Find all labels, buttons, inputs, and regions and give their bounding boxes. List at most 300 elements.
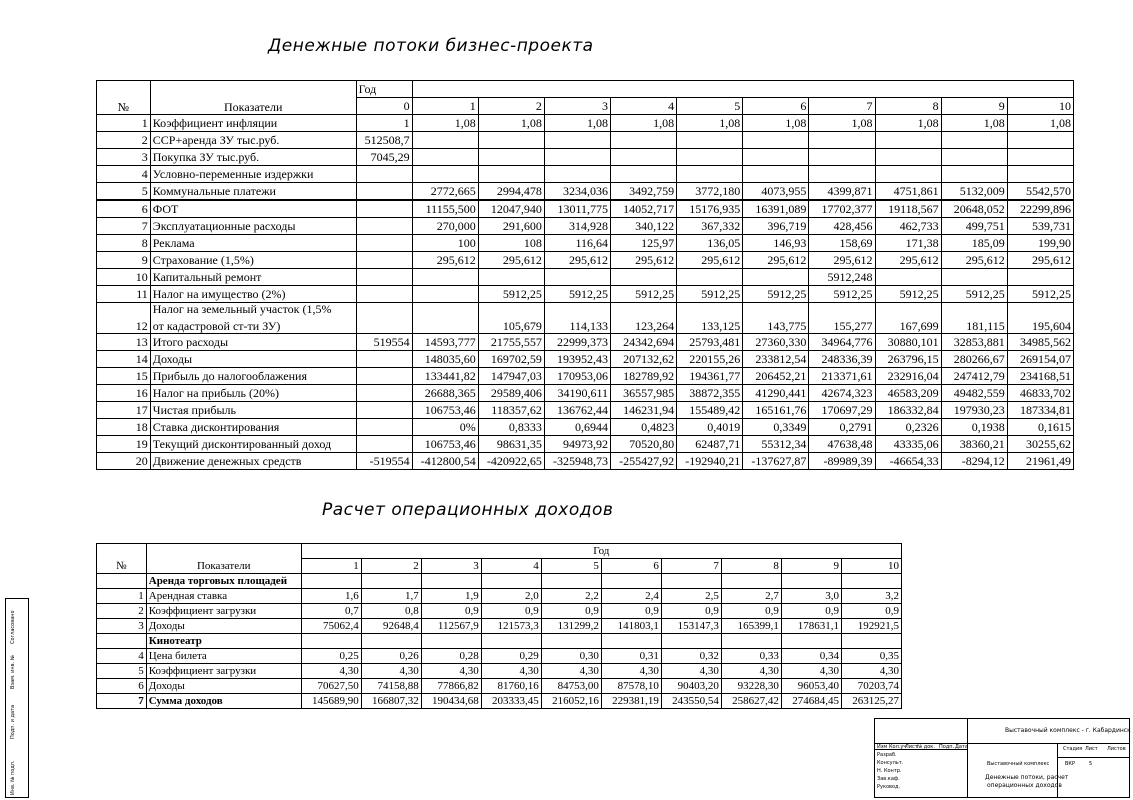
header-cell: Показатели: [150, 81, 356, 115]
value-cell: 133,125: [677, 303, 743, 334]
stamp-sheet-title: операционных доходов: [987, 782, 1062, 789]
value-cell: 19118,567: [875, 200, 941, 218]
value-cell: -89989,39: [809, 453, 875, 470]
value-cell: 4751,861: [875, 183, 941, 201]
value-cell: 0,35: [841, 649, 901, 664]
value-cell: 30255,62: [1007, 436, 1073, 453]
value-cell: 4,30: [601, 664, 661, 679]
value-cell: [412, 303, 478, 334]
value-cell: 87578,10: [601, 679, 661, 694]
stamp-sheet-title: Денежные потоки, расчет: [985, 774, 1069, 781]
value-cell: 146231,94: [611, 402, 677, 419]
value-cell: [356, 385, 412, 402]
value-cell: 213371,61: [809, 368, 875, 385]
value-cell: 1,08: [478, 115, 544, 132]
value-cell: 143,775: [743, 303, 809, 334]
row-name-line: Налог на земельный участок (1,5%: [152, 302, 332, 316]
value-cell: 199,90: [1007, 235, 1073, 252]
year-cell: 6: [743, 98, 809, 115]
value-cell: 2,4: [601, 589, 661, 604]
margin-label: Инв. № подл.: [10, 760, 16, 795]
table-row: [97, 619, 902, 634]
value-cell: 90403,20: [661, 679, 721, 694]
stamp-stage-value: 5: [1089, 761, 1093, 767]
value-cell: 165399,1: [721, 619, 781, 634]
table-row: [97, 286, 1074, 303]
value-cell: 3,2: [841, 589, 901, 604]
row-name: Капитальный ремонт: [150, 269, 356, 286]
value-cell: 12047,940: [478, 200, 544, 218]
value-cell: 70627,50: [301, 679, 361, 694]
value-cell: 0,9: [721, 604, 781, 619]
value-cell: [743, 166, 809, 183]
value-cell: 165161,76: [743, 402, 809, 419]
value-cell: 5912,248: [809, 269, 875, 286]
value-cell: 0,9: [601, 604, 661, 619]
value-cell: [1007, 149, 1073, 166]
value-cell: 0,33: [721, 649, 781, 664]
value-cell: 0,32: [661, 649, 721, 664]
table-cell: [677, 81, 743, 98]
value-cell: 295,612: [611, 252, 677, 269]
value-cell: 2,2: [541, 589, 601, 604]
value-cell: 0,25: [301, 649, 361, 664]
table-row: [97, 252, 1074, 269]
row-name: Реклама: [150, 235, 356, 252]
table-row: [97, 200, 1074, 218]
table-row: [97, 269, 1074, 286]
year-header: Год: [301, 544, 901, 559]
value-cell: 24342,694: [611, 334, 677, 351]
value-cell: 1,08: [677, 115, 743, 132]
value-cell: 5912,25: [544, 286, 610, 303]
row-number: 8: [97, 235, 151, 252]
value-cell: 26688,365: [412, 385, 478, 402]
row-name-line: от кадастровой ст-ти ЗУ): [152, 319, 281, 333]
value-cell: 98631,35: [478, 436, 544, 453]
value-cell: 16391,089: [743, 200, 809, 218]
value-cell: [356, 419, 412, 436]
value-cell: 340,122: [611, 218, 677, 235]
value-cell: [677, 166, 743, 183]
value-cell: [875, 166, 941, 183]
table-cell: [478, 81, 544, 98]
value-cell: [875, 149, 941, 166]
value-cell: 220155,26: [677, 351, 743, 368]
value-cell: 295,612: [544, 252, 610, 269]
total-value: 274684,45: [781, 694, 841, 709]
value-cell: 17702,377: [809, 200, 875, 218]
value-cell: 7045,29: [356, 149, 412, 166]
stamp-col: Лист: [905, 744, 918, 750]
value-cell: 155,277: [809, 303, 875, 334]
row-number: 17: [97, 402, 151, 419]
value-cell: 247412,79: [941, 368, 1007, 385]
value-cell: 123,264: [611, 303, 677, 334]
stamp-project: Выставочный комплекс - г. Кабардинск: [1005, 727, 1131, 734]
value-cell: 0,4823: [611, 419, 677, 436]
value-cell: 3492,759: [611, 183, 677, 201]
value-cell: 96053,40: [781, 679, 841, 694]
value-cell: 206452,21: [743, 368, 809, 385]
total-value: 190434,68: [421, 694, 481, 709]
table-cell: [97, 634, 147, 649]
value-cell: 70520,80: [611, 436, 677, 453]
table-row: [97, 149, 1074, 166]
value-cell: 3234,036: [544, 183, 610, 201]
total-value: 258627,42: [721, 694, 781, 709]
value-cell: 14052,717: [611, 200, 677, 218]
value-cell: [478, 149, 544, 166]
value-cell: 0,9: [421, 604, 481, 619]
year-cell: 8: [721, 559, 781, 574]
header-cell: №: [97, 81, 151, 115]
value-cell: 171,38: [875, 235, 941, 252]
value-cell: 0,9: [781, 604, 841, 619]
value-cell: 187334,81: [1007, 402, 1073, 419]
value-cell: 46833,702: [1007, 385, 1073, 402]
row-name: Ставка дисконтирования: [150, 419, 356, 436]
table-row: [97, 694, 902, 709]
value-cell: 295,612: [1007, 252, 1073, 269]
value-cell: [611, 132, 677, 149]
value-cell: 1,08: [1007, 115, 1073, 132]
total-value: 203333,45: [481, 694, 541, 709]
value-cell: 146,93: [743, 235, 809, 252]
row-name: Налог на прибыль (20%): [150, 385, 356, 402]
table-row: [97, 589, 902, 604]
value-cell: 170953,06: [544, 368, 610, 385]
row-name: ФОТ: [150, 200, 356, 218]
table-cell: [721, 574, 781, 589]
value-cell: 192921,5: [841, 619, 901, 634]
value-cell: 5912,25: [809, 286, 875, 303]
value-cell: 181,115: [941, 303, 1007, 334]
value-cell: 4,30: [841, 664, 901, 679]
value-cell: [478, 166, 544, 183]
margin-label: Подп. и дата: [10, 704, 16, 739]
value-cell: [412, 286, 478, 303]
table-cell: [941, 81, 1007, 98]
total-value: 243550,54: [661, 694, 721, 709]
table-cell: [481, 574, 541, 589]
margin-stamp: [5, 598, 29, 798]
value-cell: [356, 286, 412, 303]
value-cell: [677, 132, 743, 149]
total-value: 229381,19: [601, 694, 661, 709]
value-cell: [356, 183, 412, 201]
table-row: [97, 368, 1074, 385]
value-cell: 29589,406: [478, 385, 544, 402]
total-label: Сумма доходов: [146, 694, 301, 709]
value-cell: 0,31: [601, 649, 661, 664]
value-cell: 0,6944: [544, 419, 610, 436]
value-cell: 155489,42: [677, 402, 743, 419]
value-cell: 0,4019: [677, 419, 743, 436]
stamp-col: Дата: [955, 744, 968, 750]
value-cell: 148035,60: [412, 351, 478, 368]
table-row: [97, 166, 1074, 183]
value-cell: -412800,54: [412, 453, 478, 470]
value-cell: 4,30: [721, 664, 781, 679]
value-cell: 1,6: [301, 589, 361, 604]
value-cell: 4,30: [421, 664, 481, 679]
row-number: 12: [97, 303, 151, 334]
value-cell: 112567,9: [421, 619, 481, 634]
row-number: 3: [97, 619, 147, 634]
value-cell: 30880,101: [875, 334, 941, 351]
value-cell: 295,612: [875, 252, 941, 269]
row-name: Цена билета: [146, 649, 301, 664]
value-cell: [677, 149, 743, 166]
value-cell: 131299,2: [541, 619, 601, 634]
row-number: 6: [97, 679, 147, 694]
table-cell: [541, 634, 601, 649]
value-cell: [1007, 269, 1073, 286]
value-cell: 0,2791: [809, 419, 875, 436]
row-number: 5: [97, 664, 147, 679]
value-cell: [875, 132, 941, 149]
value-cell: -255427,92: [611, 453, 677, 470]
row-number: 20: [97, 453, 151, 470]
row-number: 7: [97, 694, 147, 709]
value-cell: 1,08: [743, 115, 809, 132]
value-cell: [478, 269, 544, 286]
value-cell: -420922,65: [478, 453, 544, 470]
value-cell: 5132,009: [941, 183, 1007, 201]
value-cell: -46654,33: [875, 453, 941, 470]
value-cell: 0,7: [301, 604, 361, 619]
row-number: 7: [97, 218, 151, 235]
value-cell: 1,08: [412, 115, 478, 132]
value-cell: -519554: [356, 453, 412, 470]
value-cell: 1,08: [611, 115, 677, 132]
section-header: Кинотеатр: [146, 634, 301, 649]
year-cell: 5: [677, 98, 743, 115]
value-cell: 22999,373: [544, 334, 610, 351]
value-cell: 84753,00: [541, 679, 601, 694]
value-cell: [356, 402, 412, 419]
row-number: 2: [97, 132, 151, 149]
row-number: 11: [97, 286, 151, 303]
value-cell: 106753,46: [412, 402, 478, 419]
table-row: [97, 679, 902, 694]
value-cell: 0,9: [481, 604, 541, 619]
value-cell: 34190,611: [544, 385, 610, 402]
row-number: 13: [97, 334, 151, 351]
table-cell: [661, 634, 721, 649]
year-cell: 6: [601, 559, 661, 574]
value-cell: 136762,44: [544, 402, 610, 419]
value-cell: 1,08: [941, 115, 1007, 132]
table-row: [97, 115, 1074, 132]
table-cell: [781, 634, 841, 649]
value-cell: 233812,54: [743, 351, 809, 368]
value-cell: 5542,570: [1007, 183, 1073, 201]
value-cell: 269154,07: [1007, 351, 1073, 368]
value-cell: 396,719: [743, 218, 809, 235]
value-cell: 499,751: [941, 218, 1007, 235]
value-cell: 291,600: [478, 218, 544, 235]
table-cell: [611, 81, 677, 98]
value-cell: [478, 132, 544, 149]
value-cell: 2,7: [721, 589, 781, 604]
table-row: [97, 574, 902, 589]
total-value: 263125,27: [841, 694, 901, 709]
table-cell: [361, 574, 421, 589]
stamp-stage: Лист: [1085, 746, 1098, 752]
value-cell: 0,9: [661, 604, 721, 619]
value-cell: 3772,180: [677, 183, 743, 201]
table-row: [97, 453, 1074, 470]
year-cell: 4: [481, 559, 541, 574]
value-cell: 47638,48: [809, 436, 875, 453]
year-cell: 9: [781, 559, 841, 574]
table-cell: [601, 634, 661, 649]
table-cell: [721, 634, 781, 649]
value-cell: [412, 166, 478, 183]
value-cell: 4,30: [781, 664, 841, 679]
value-cell: 133441,82: [412, 368, 478, 385]
value-cell: 43335,06: [875, 436, 941, 453]
stamp-col: Подп.: [939, 744, 955, 750]
row-name: Коэффициент загрузки: [146, 604, 301, 619]
value-cell: [356, 166, 412, 183]
stamp-subject: Выставочный комплекс: [987, 761, 1050, 767]
table-row: [97, 81, 1074, 98]
value-cell: 2772,665: [412, 183, 478, 201]
row-name: Налог на имущество (2%): [150, 286, 356, 303]
row-number: 19: [97, 436, 151, 453]
value-cell: [544, 166, 610, 183]
value-cell: [412, 132, 478, 149]
value-cell: 185,09: [941, 235, 1007, 252]
year-cell: 0: [356, 98, 412, 115]
value-cell: 2,0: [481, 589, 541, 604]
value-cell: 178631,1: [781, 619, 841, 634]
year-cell: 1: [412, 98, 478, 115]
value-cell: [941, 132, 1007, 149]
row-number: 1: [97, 115, 151, 132]
value-cell: 0,8333: [478, 419, 544, 436]
row-number: 4: [97, 166, 151, 183]
value-cell: 158,69: [809, 235, 875, 252]
row-name: Арендная ставка: [146, 589, 301, 604]
year-cell: 10: [841, 559, 901, 574]
stamp-stage-value: ВКР: [1065, 761, 1075, 767]
value-cell: 116,64: [544, 235, 610, 252]
value-cell: 11155,500: [412, 200, 478, 218]
value-cell: 280266,67: [941, 351, 1007, 368]
value-cell: 295,612: [743, 252, 809, 269]
value-cell: 367,332: [677, 218, 743, 235]
value-cell: 539,731: [1007, 218, 1073, 235]
table-cell: [301, 634, 361, 649]
value-cell: 0,29: [481, 649, 541, 664]
table-cell: [809, 81, 875, 98]
year-cell: 7: [809, 98, 875, 115]
value-cell: [743, 149, 809, 166]
value-cell: [544, 269, 610, 286]
year-cell: 10: [1007, 98, 1073, 115]
row-name: ССР+аренда ЗУ тыс.руб.: [150, 132, 356, 149]
table-row: [97, 303, 1074, 334]
value-cell: 4,30: [541, 664, 601, 679]
stamp-role: Консульт.: [877, 760, 904, 766]
total-value: 145689,90: [301, 694, 361, 709]
value-cell: 5912,25: [677, 286, 743, 303]
row-number: 14: [97, 351, 151, 368]
value-cell: -8294,12: [941, 453, 1007, 470]
value-cell: 5912,25: [611, 286, 677, 303]
row-number: 18: [97, 419, 151, 436]
table-row: [97, 183, 1074, 201]
table-cell: [97, 574, 147, 589]
value-cell: 46583,209: [875, 385, 941, 402]
row-number: 5: [97, 183, 151, 201]
value-cell: 22299,896: [1007, 200, 1073, 218]
row-name: Эксплуатационные расходы: [150, 218, 356, 235]
year-cell: 3: [421, 559, 481, 574]
value-cell: 195,604: [1007, 303, 1073, 334]
value-cell: 0,2326: [875, 419, 941, 436]
value-cell: 153147,3: [661, 619, 721, 634]
table-cell: [481, 634, 541, 649]
stamp-role: Н. Контр.: [877, 768, 902, 774]
table-cell: [841, 574, 901, 589]
value-cell: 5912,25: [478, 286, 544, 303]
value-cell: 0,34: [781, 649, 841, 664]
row-name: Условно-переменные издержки: [150, 166, 356, 183]
stamp-role: Разраб.: [877, 752, 897, 758]
value-cell: 55312,34: [743, 436, 809, 453]
year-cell: 7: [661, 559, 721, 574]
value-cell: 106753,46: [412, 436, 478, 453]
value-cell: 0,3349: [743, 419, 809, 436]
table-row: [97, 385, 1074, 402]
value-cell: 4073,955: [743, 183, 809, 201]
year-cell: 4: [611, 98, 677, 115]
value-cell: 169702,59: [478, 351, 544, 368]
table-cell: [541, 574, 601, 589]
value-cell: 0,9: [541, 604, 601, 619]
value-cell: 25793,481: [677, 334, 743, 351]
value-cell: 136,05: [677, 235, 743, 252]
value-cell: [809, 166, 875, 183]
value-cell: 5912,25: [875, 286, 941, 303]
value-cell: 170697,29: [809, 402, 875, 419]
operating-income-table: [96, 543, 902, 709]
cash-flow-table: [96, 80, 1074, 470]
value-cell: 108: [478, 235, 544, 252]
value-cell: 77866,82: [421, 679, 481, 694]
row-name: Движение денежных средств: [150, 453, 356, 470]
value-cell: 1,7: [361, 589, 421, 604]
value-cell: 182789,92: [611, 368, 677, 385]
table-cell: [875, 81, 941, 98]
header-cell: Показатели: [146, 544, 301, 574]
value-cell: [809, 149, 875, 166]
row-number: 16: [97, 385, 151, 402]
value-cell: [809, 132, 875, 149]
value-cell: 462,733: [875, 218, 941, 235]
total-value: 166807,32: [361, 694, 421, 709]
value-cell: [356, 368, 412, 385]
year-cell: 8: [875, 98, 941, 115]
table-row: [97, 664, 902, 679]
value-cell: 121573,3: [481, 619, 541, 634]
row-name: Итого расходы: [150, 334, 356, 351]
